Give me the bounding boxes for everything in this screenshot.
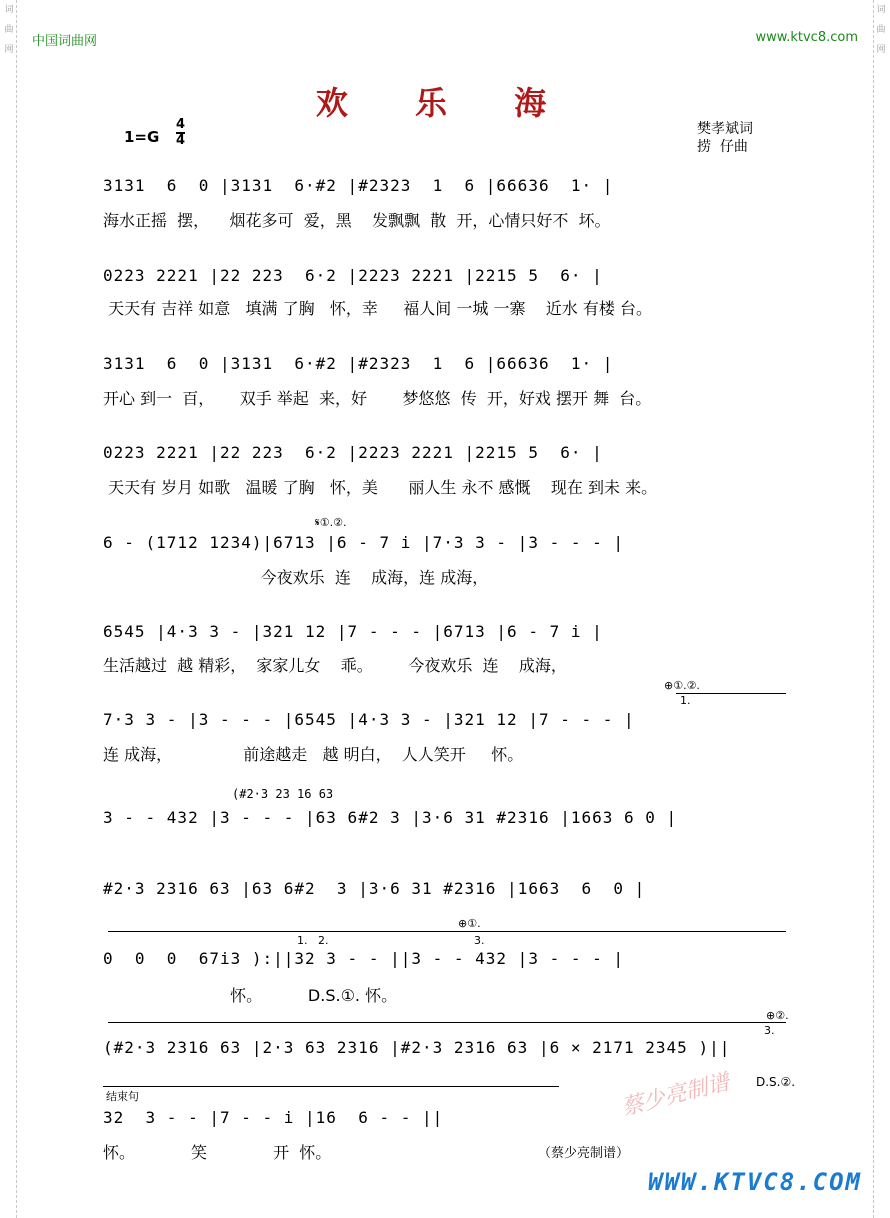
notation-row-2: 0223 2221 |22 223 6·2 |2223 2221 |2215 5 6· |	[103, 266, 603, 285]
right-border-strip	[873, 0, 888, 1218]
time-bottom: 4	[176, 133, 186, 148]
volta-bracket-1	[676, 693, 786, 694]
lyrics-row-6: 生活越过 越 精彩， 家家儿女 乖。 今夜欢乐 连 成海，	[103, 656, 567, 675]
coda-mark-1: ⊕①.	[458, 917, 481, 930]
notation-row-1: 3131 6 0 |3131 6·#2 |#2323 1 6 |66636 1· |	[103, 176, 614, 195]
transcriber-credit: （蔡少亮制谱）	[538, 1146, 630, 1161]
ds-2-mark: D.S.②.	[756, 1075, 796, 1089]
lyrics-row-10: 怀。 D.S.①. 怀。	[103, 986, 398, 1005]
sidebar-text-right: 词曲网	[876, 5, 886, 55]
site-url[interactable]: www.ktvc8.com	[755, 30, 858, 45]
notation-row-8: 3 - - 432 |3 - - - |63 6#2 3 |3·6 31 #2316 |1663 6 0 |	[103, 808, 678, 827]
volta-1-label: 1.	[680, 694, 691, 707]
lyrics-row-3: 开心 到一 百， 双手 举起 来，好 梦悠悠 传 开，好戏 摆开 舞 台。	[103, 389, 652, 408]
left-border-strip	[2, 0, 17, 1218]
key-signature: 1=G	[124, 128, 160, 146]
credits	[697, 120, 753, 156]
time-signature	[176, 118, 185, 148]
notation-row-9: #2·3 2316 63 |63 6#2 3 |3·6 31 #2316 |1663 6 0 |	[103, 879, 646, 898]
song-title: 欢 乐 海	[315, 84, 575, 122]
notation-row-6: 6545 |4·3 3 - |321 12 |7 - - - |6713 |6 - 7 i |	[103, 622, 603, 641]
lyricist: 樊孝斌词	[697, 121, 753, 137]
transcriber-watermark: 蔡少亮制谱	[619, 1070, 732, 1121]
site-name[interactable]: 中国词曲网	[32, 34, 98, 49]
volta-3-label: 3.	[474, 934, 485, 947]
interlude-small-notes: (#2·3 23 16 63	[232, 787, 334, 801]
lyrics-row-12: 怀。 笑 开 怀。	[103, 1143, 332, 1162]
segno-mark: 𝄋①.②.	[315, 516, 347, 529]
lyrics-row-2: 天天有 吉祥 如意 填满 了胸 怀，幸 福人间 一城 一寨 近水 有楼 台。	[103, 299, 652, 318]
notation-row-11: (#2·3 2316 63 |2·3 63 2316 |#2·3 2316 63 |6 × 2171 2345 )||	[103, 1038, 731, 1057]
volta-2-label: 2.	[318, 934, 329, 947]
volta-1b-label: 1.	[297, 934, 308, 947]
lyrics-row-4: 天天有 岁月 如歌 温暖 了胸 怀，美 丽人生 永不 感慨 现在 到未 来。	[103, 478, 658, 497]
volta-3b-label: 3.	[764, 1024, 775, 1037]
notation-row-12: 32 3 - - |7 - - i |16 6 - - ||	[103, 1108, 444, 1127]
lyrics-row-7: 连 成海， 前途越走 越 明白， 人人笑开 怀。	[103, 745, 524, 764]
composer: 捞 仔曲	[697, 139, 748, 155]
notation-row-4: 0223 2221 |22 223 6·2 |2223 2221 |2215 5 6· |	[103, 443, 603, 462]
volta-bracket-row-10	[108, 931, 786, 932]
lyrics-row-5: 今夜欢乐 连 成海，连 成海，	[103, 568, 489, 587]
lyrics-row-1: 海水正摇 摆， 烟花多可 爱，黑 发飘飘 散 开，心情只好不 坏。	[103, 211, 611, 230]
coda-mark-2: ⊕②.	[766, 1009, 789, 1022]
volta-bracket-row-11	[108, 1022, 786, 1023]
time-top: 4	[176, 117, 186, 132]
notation-row-7: 7·3 3 - |3 - - - |6545 |4·3 3 - |321 12 |7 - - - |	[103, 710, 635, 729]
ending-bracket	[103, 1086, 559, 1087]
ending-label: 结束句	[106, 1090, 139, 1103]
notation-row-5: 6 - (1712 1234)|6713 |6 - 7 i |7·3 3 - |3 - - - |	[103, 533, 625, 552]
notation-row-10: 0 0 0 67i3 ):||32 3 - - ||3 - - 432 |3 - - - |	[103, 949, 625, 968]
coda-mark-1-2: ⊕①.②.	[664, 679, 700, 692]
notation-row-3: 3131 6 0 |3131 6·#2 |#2323 1 6 |66636 1· |	[103, 354, 614, 373]
sidebar-text-left: 词曲网	[4, 5, 14, 55]
footer-logo[interactable]: WWW.KTVC8.COM	[648, 1168, 862, 1196]
